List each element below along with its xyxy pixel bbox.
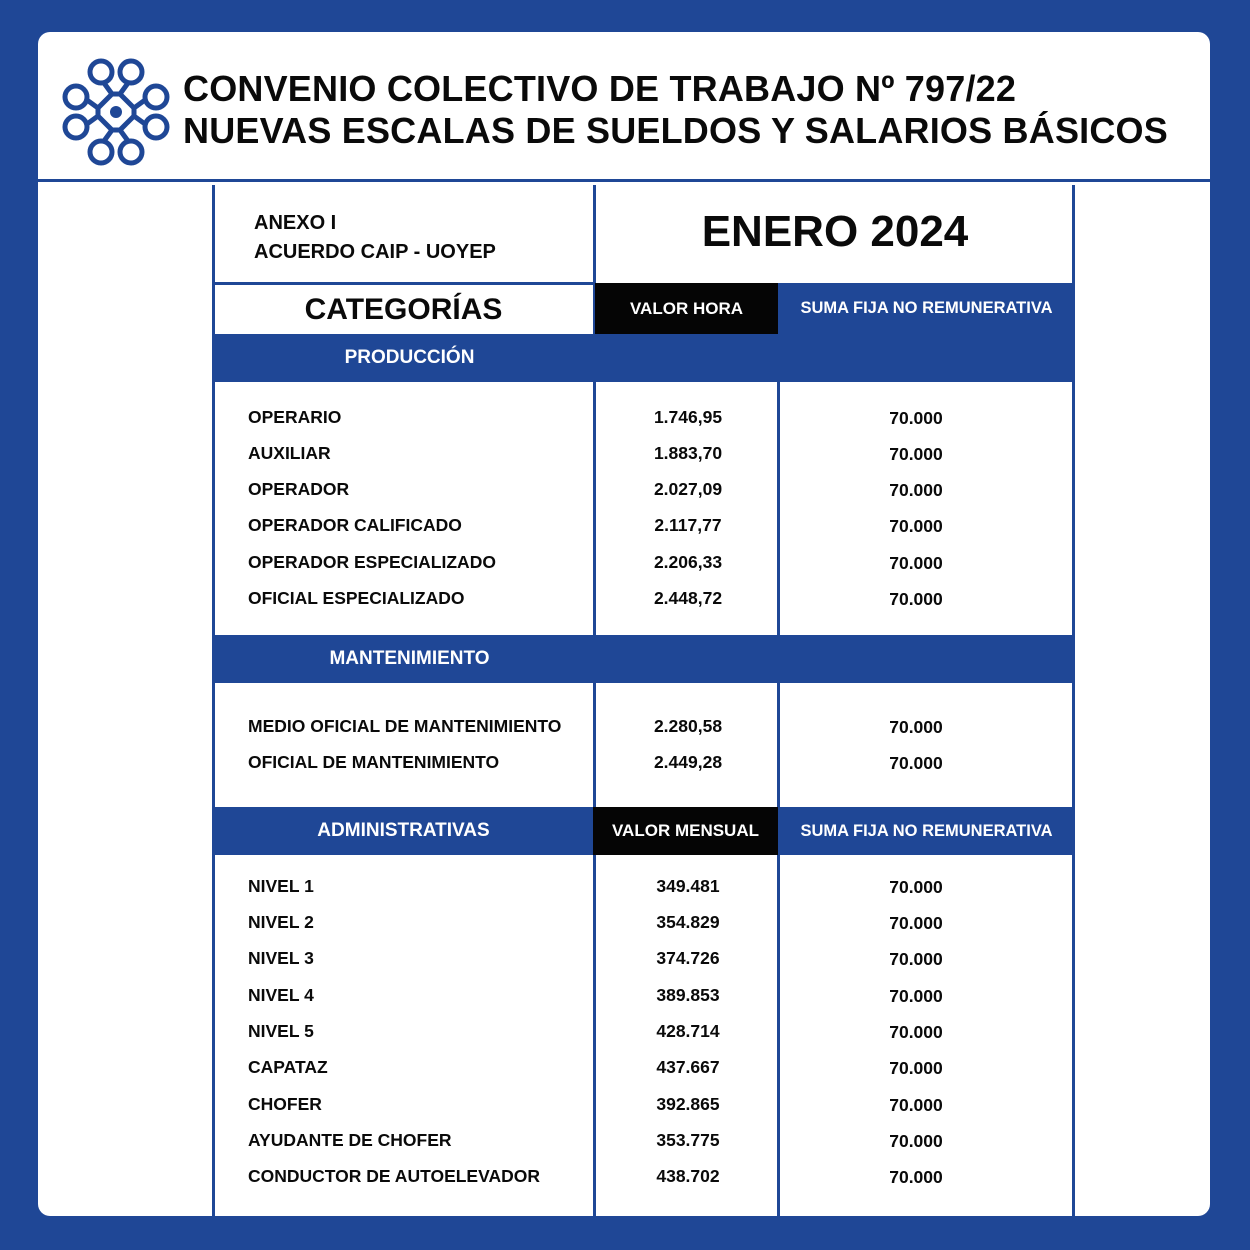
category-name: OPERARIO: [248, 407, 342, 427]
fixed-sum: 70.000: [889, 913, 943, 933]
fixed-sum: 70.000: [889, 516, 943, 536]
table-row: [212, 544, 1075, 580]
fixed-sum: 70.000: [889, 986, 943, 1006]
monthly-value: 354.829: [656, 912, 720, 932]
monthly-value: 389.853: [656, 985, 720, 1005]
category-name: OFICIAL DE MANTENIMIENTO: [248, 752, 500, 772]
section-produccion-bar: [212, 334, 1075, 382]
title-line-1: CONVENIO COLECTIVO DE TRABAJO Nº 797/22: [183, 68, 1017, 109]
table-row: [212, 580, 1075, 616]
category-name: OFICIAL ESPECIALIZADO: [248, 588, 465, 608]
hourly-value: 2.449,28: [653, 752, 723, 772]
table-row: [212, 471, 1075, 507]
monthly-value: 353.775: [656, 1130, 720, 1150]
title-line-2: NUEVAS ESCALAS DE SUELDOS Y SALARIOS BÁSICOS: [183, 110, 1168, 151]
table-row: [212, 1086, 1075, 1122]
fixed-sum-header-2: SUMA FIJA NO REMUNERATIVA: [778, 807, 1075, 855]
fixed-sum: 70.000: [889, 1095, 943, 1115]
monthly-value-header: VALOR MENSUAL: [593, 807, 778, 855]
fixed-sum: 70.000: [889, 717, 943, 737]
table-row: [212, 1158, 1075, 1194]
table-row: [212, 1013, 1075, 1049]
category-name: NIVEL 3: [248, 948, 314, 968]
table-row: [212, 977, 1075, 1013]
fixed-sum: 70.000: [889, 949, 943, 969]
salary-table: [212, 185, 1075, 1216]
category-name: OPERADOR CALIFICADO: [248, 515, 462, 535]
category-name: MEDIO OFICIAL DE MANTENIMIENTO: [248, 716, 562, 736]
fixed-sum: 70.000: [889, 877, 943, 897]
fixed-sum: 70.000: [889, 480, 943, 500]
category-name: CONDUCTOR DE AUTOELEVADOR: [248, 1166, 541, 1186]
category-name: CHOFER: [248, 1094, 322, 1114]
document-header: [38, 32, 1210, 182]
hourly-value: 2.280,58: [653, 716, 723, 736]
agreement-label: ACUERDO CAIP - UOYEP: [254, 241, 496, 263]
fixed-sum: 70.000: [889, 444, 943, 464]
table-row: [212, 708, 1075, 744]
category-name: AUXILIAR: [248, 443, 331, 463]
monthly-value: 374.726: [656, 948, 720, 968]
hourly-value: 1.746,95: [653, 407, 723, 427]
document-panel: [38, 32, 1210, 1216]
fixed-sum: 70.000: [889, 1131, 943, 1151]
table-row: [212, 1049, 1075, 1085]
annex-label: ANEXO I: [254, 212, 337, 234]
hourly-value: 1.883,70: [653, 443, 723, 463]
category-name: AYUDANTE DE CHOFER: [248, 1130, 452, 1150]
monthly-value: 349.481: [656, 876, 720, 896]
fixed-sum-header-1: SUMA FIJA NO REMUNERATIVA: [778, 283, 1075, 334]
fixed-sum: 70.000: [889, 553, 943, 573]
annex-info: [254, 209, 496, 267]
table-row: [212, 744, 1075, 780]
fixed-sum: 70.000: [889, 1058, 943, 1078]
category-name: OPERADOR ESPECIALIZADO: [248, 552, 496, 572]
fixed-sum: 70.000: [889, 1167, 943, 1187]
table-row: [212, 399, 1075, 435]
monthly-value: 438.702: [656, 1166, 720, 1186]
fixed-sum: 70.000: [889, 1022, 943, 1042]
table-row: [212, 507, 1075, 543]
table-row: [212, 868, 1075, 904]
table-row: [212, 904, 1075, 940]
fixed-sum: 70.000: [889, 589, 943, 609]
hourly-value: 2.448,72: [653, 588, 723, 608]
category-name: NIVEL 4: [248, 985, 314, 1005]
category-name: OPERADOR: [248, 479, 350, 499]
table-row: [212, 435, 1075, 471]
union-logo-icon: [60, 56, 172, 168]
section-mantenimiento-bar: [212, 635, 1075, 683]
divider-annex: [212, 282, 595, 285]
hourly-value: 2.206,33: [653, 552, 723, 572]
table-row: [212, 1122, 1075, 1158]
period-label: ENERO 2024: [701, 207, 969, 256]
hourly-value: 2.117,77: [654, 515, 722, 535]
hourly-value: 2.027,09: [653, 479, 723, 499]
section-produccion-title: PRODUCCIÓN: [344, 347, 475, 368]
monthly-value: 428.714: [656, 1021, 720, 1041]
monthly-value: 392.865: [656, 1094, 720, 1114]
table-row: [212, 940, 1075, 976]
section-administrativas-title: ADMINISTRATIVAS: [212, 807, 595, 855]
section-mantenimiento-title: MANTENIMIENTO: [329, 648, 490, 669]
category-name: NIVEL 2: [248, 912, 314, 932]
category-name: NIVEL 1: [248, 876, 314, 896]
categories-header: CATEGORÍAS: [304, 293, 503, 326]
category-name: CAPATAZ: [248, 1057, 328, 1077]
fixed-sum: 70.000: [889, 408, 943, 428]
category-name: NIVEL 5: [248, 1021, 314, 1041]
fixed-sum: 70.000: [889, 753, 943, 773]
hourly-value-header: VALOR HORA: [595, 283, 778, 334]
monthly-value: 437.667: [656, 1057, 720, 1077]
